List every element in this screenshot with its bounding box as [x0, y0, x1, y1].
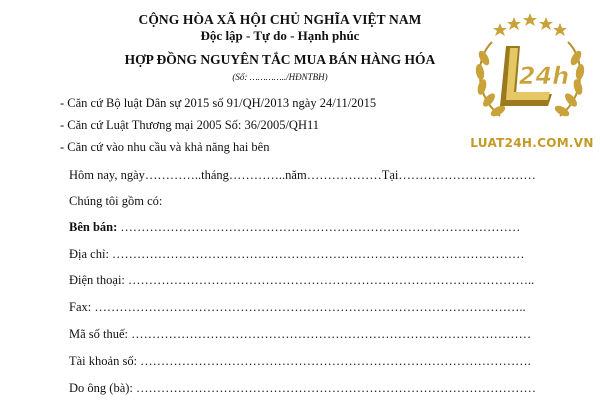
- seller-line: [69, 220, 520, 235]
- date-place-line: Hôm nay, ngày…………..tháng…………..năm………………Tại……………………………: [69, 168, 536, 182]
- representative-field: Do ông (bà): ……………………………………………………………………………………: [69, 381, 536, 395]
- legal-basis-commercial-law: - Căn cứ Luật Thương mại 2005 Số: 36/2005/QH11: [60, 118, 320, 132]
- fax-field: Fax: …………………………………………………………………………………………..: [69, 300, 526, 314]
- seller-label: Bên bán:: [69, 220, 118, 234]
- legal-basis-civil-code: - Căn cứ Bộ luật Dân sự 2015 số 91/QH/2013 ngày 24/11/2015: [60, 96, 377, 110]
- parties-intro: Chúng tôi gồm có:: [69, 194, 163, 208]
- national-motto: Độc lập - Tự do - Hạnh phúc: [200, 28, 360, 43]
- stars-icon: [493, 13, 567, 36]
- contract-number: (Số: …………../HĐNTBH): [232, 72, 328, 82]
- logo-site-text: LUAT24H.COM.VN: [470, 136, 594, 150]
- luat24h-logo: [460, 8, 600, 138]
- legal-basis-mutual-needs: - Căn cứ vào nhu cầu và khả năng hai bên: [60, 140, 270, 154]
- national-title: CỘNG HÒA XÃ HỘI CHỦ NGHĨA VIỆT NAM: [138, 12, 422, 27]
- phone-field: Điện thoại: ……………………………………………………………………………………..: [69, 273, 535, 287]
- seller-dots: ……………………………………………………………………………………: [117, 220, 521, 234]
- laurel-left-icon: [475, 42, 507, 118]
- address-field: Địa chỉ: ………………………………………………………………………………………: [69, 247, 525, 261]
- tax-code-field: Mã số thuế: ……………………………………………………………………………………: [69, 327, 532, 341]
- logo-mark-text: 24h: [518, 62, 570, 90]
- contract-title: HỢP ĐỒNG NGUYÊN TẮC MUA BÁN HÀNG HÓA: [124, 52, 436, 67]
- bank-account-field: Tài khoản số: ………………………………………………………………………………….: [69, 354, 531, 368]
